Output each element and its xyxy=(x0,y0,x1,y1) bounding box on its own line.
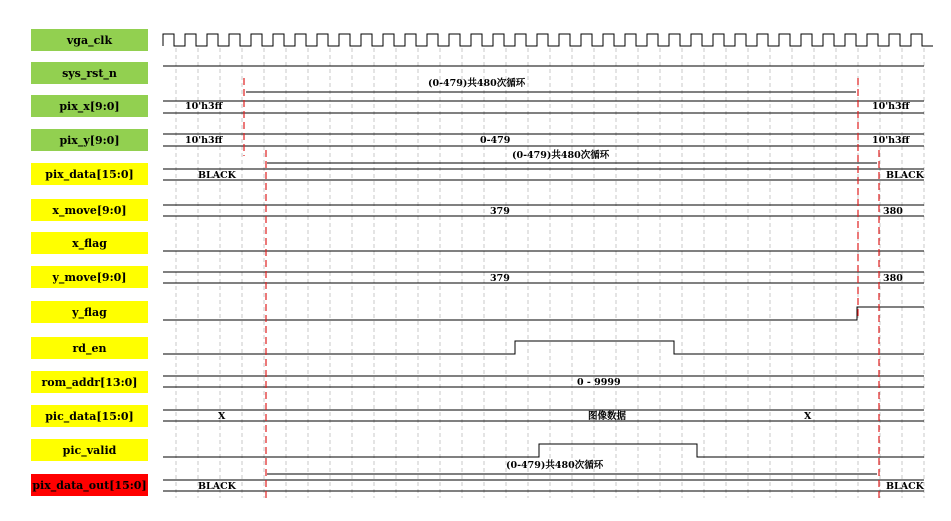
grid-lines xyxy=(176,48,924,498)
signal-label-pix-x: pix_x[9:0] xyxy=(31,95,148,117)
signal-label-x-move: x_move[9:0] xyxy=(31,199,148,221)
pix-data-out-bus xyxy=(163,480,924,491)
pix-data-start-label: BLACK xyxy=(198,170,236,181)
signal-label-y-move: y_move[9:0] xyxy=(31,266,148,288)
pix-data-out-end-label: BLACK xyxy=(886,481,924,492)
pic-data-right-label: X xyxy=(804,411,812,422)
pic-data-mid-label: 图像数据 xyxy=(588,411,627,422)
pix-data-end-label: BLACK xyxy=(886,170,924,181)
signal-label-rom-addr: rom_addr[13:0] xyxy=(31,371,148,393)
pix-x-bus xyxy=(163,101,924,113)
x-move-mid-label: 379 xyxy=(490,206,510,217)
x-move-end-label: 380 xyxy=(883,206,903,217)
x-move-bus xyxy=(163,205,924,216)
pic-data-left-label: X xyxy=(218,411,226,422)
y-flag-wave xyxy=(163,307,924,320)
red-markers xyxy=(244,78,879,498)
y-move-bus xyxy=(163,272,924,283)
signal-label-sys-rst-n: sys_rst_n xyxy=(31,62,148,84)
y-move-end-label: 380 xyxy=(883,273,903,284)
pix-data-bus xyxy=(163,169,924,180)
signal-label-pix-y: pix_y[9:0] xyxy=(31,129,148,151)
pix-y-start-label: 10'h3ff xyxy=(185,135,223,146)
pix-x-start-label: 10'h3ff xyxy=(185,101,223,112)
y-move-mid-label: 379 xyxy=(490,273,510,284)
signal-label-pic-data: pic_data[15:0] xyxy=(31,405,148,427)
vga-clk-path xyxy=(163,34,933,46)
signal-label-pic-valid: pic_valid xyxy=(31,439,148,461)
rom-addr-mid-label: 0 - 9999 xyxy=(577,377,621,388)
annotation-loop-2: (0-479)共480次循环 xyxy=(512,150,610,161)
pix-y-bus xyxy=(163,134,924,146)
signal-label-rd-en: rd_en xyxy=(31,337,148,359)
signal-label-vga-clk: vga_clk xyxy=(31,29,148,51)
annotation-loop-1: (0-479)共480次循环 xyxy=(428,78,526,89)
pix-x-end-label: 10'h3ff xyxy=(872,101,910,112)
pix-data-out-start-label: BLACK xyxy=(198,481,236,492)
annotation-loop-3: (0-479)共480次循环 xyxy=(506,460,604,471)
pix-y-end-label: 10'h3ff xyxy=(872,135,910,146)
vga-clk-waveform xyxy=(163,34,933,46)
signal-label-pix-data: pix_data[15:0] xyxy=(31,163,148,185)
signal-label-y-flag: y_flag xyxy=(31,301,148,323)
pix-y-mid-label: 0-479 xyxy=(480,135,511,146)
rom-addr-bus xyxy=(163,376,924,387)
signal-label-pix-data-out: pix_data_out[15:0] xyxy=(31,474,148,496)
pic-valid-wave xyxy=(163,444,924,457)
signal-label-x-flag: x_flag xyxy=(31,232,148,254)
rd-en-wave xyxy=(163,341,924,354)
